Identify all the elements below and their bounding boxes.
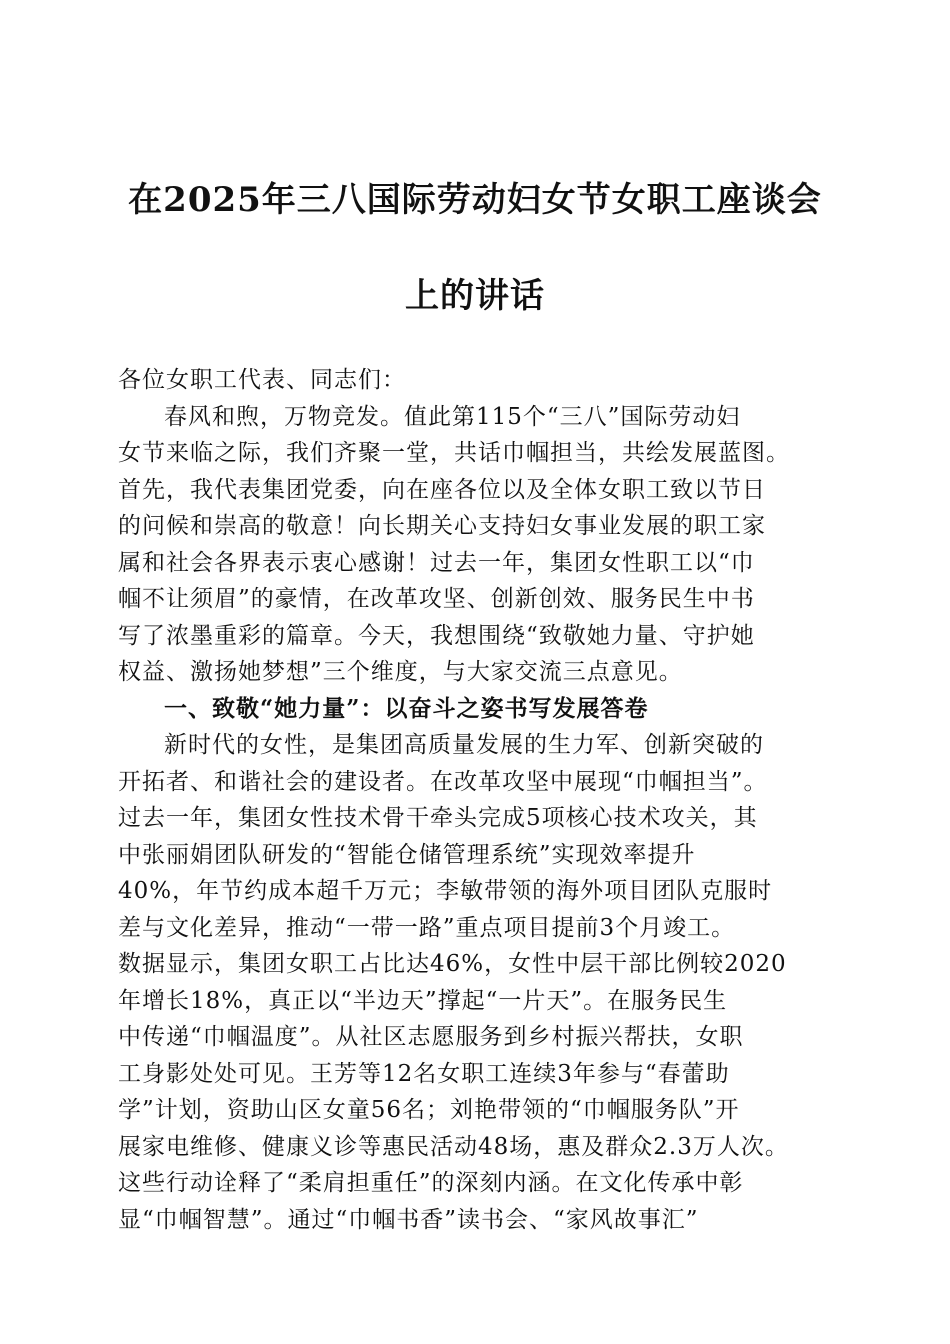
paragraph-line: 开拓者、和谐社会的建设者。在改革攻坚中展现“巾帼担当”。 xyxy=(118,768,768,795)
paragraph-line: 属和社会各界表示衷心感谢！过去一年，集团女性职工以“巾 xyxy=(118,549,755,576)
paragraph-line: 帼不让须眉”的豪情，在改革攻坚、创新创效、服务民生中书 xyxy=(118,586,755,612)
paragraph-line: 工身影处处可见。王芳等12名女职工连续3年参与“春蕾助 xyxy=(118,1060,730,1087)
paragraph-line: 写了浓墨重彩的篇章。今天，我想围绕“致敬她力量、守护她 xyxy=(118,622,755,649)
paragraph-line: 展家电维修、健康义诊等惠民活动48场，惠及群众2.3万人次。 xyxy=(118,1133,789,1160)
paragraph-line: 新时代的女性，是集团高质量发展的生力军、创新突破的 xyxy=(164,732,764,758)
document-body xyxy=(118,362,838,1238)
paragraph-line: 女节来临之际，我们齐聚一堂，共话巾帼担当，共绘发展蓝图。 xyxy=(118,440,790,466)
paragraph-line: 这些行动诠释了“柔肩担重任”的深刻内涵。在文化传承中彰 xyxy=(118,1170,744,1196)
paragraph-line: 过去一年，集团女性技术骨干牵头完成5项核心技术攻关，其 xyxy=(118,805,758,831)
document-title-line-2: 上的讲话 xyxy=(405,276,545,316)
paragraph-line: 数据显示，集团女职工占比达46%，女性中层干部比例较2020 xyxy=(118,951,787,977)
salutation: 各位女职工代表、同志们： xyxy=(118,367,406,393)
paragraph-line: 年增长18%，真正以“半边天”撑起“一片天”。在服务民生 xyxy=(118,987,728,1014)
paragraph-line: 中张丽娟团队研发的“智能仓储管理系统”实现效率提升 xyxy=(118,841,696,868)
paragraph-line: 中传递“巾帼温度”。从社区志愿服务到乡村振兴帮扶，女职 xyxy=(118,1024,744,1050)
paragraph-line: 权益、激扬她梦想”三个维度，与大家交流三点意见。 xyxy=(118,659,683,685)
paragraph-line: 显“巾帼智慧”。通过“巾帼书香”读书会、“家风故事汇” xyxy=(118,1206,699,1233)
document-title-line-1: 在2025年三八国际劳动妇女节女职工座谈会 xyxy=(128,180,822,220)
paragraph-line: 首先，我代表集团党委，向在座各位以及全体女职工致以节日 xyxy=(118,476,766,503)
paragraph-line: 春风和煦，万物竞发。值此第115个“三八”国际劳动妇 xyxy=(164,403,741,430)
paragraph-line: 学”计划，资助山区女童56名；刘艳带领的“巾帼服务队”开 xyxy=(118,1097,740,1123)
section-heading-1: 一、致敬“她力量”：以奋斗之姿书写发展答卷 xyxy=(164,694,649,722)
paragraph-line: 的问候和崇高的敬意！向长期关心支持妇女事业发展的职工家 xyxy=(118,513,766,539)
paragraph-line: 差与文化差异，推动“一带一路”重点项目提前3个月竣工。 xyxy=(118,914,736,941)
paragraph-line: 40%，年节约成本超千万元；李敏带领的海外项目团队克服时 xyxy=(118,878,773,904)
